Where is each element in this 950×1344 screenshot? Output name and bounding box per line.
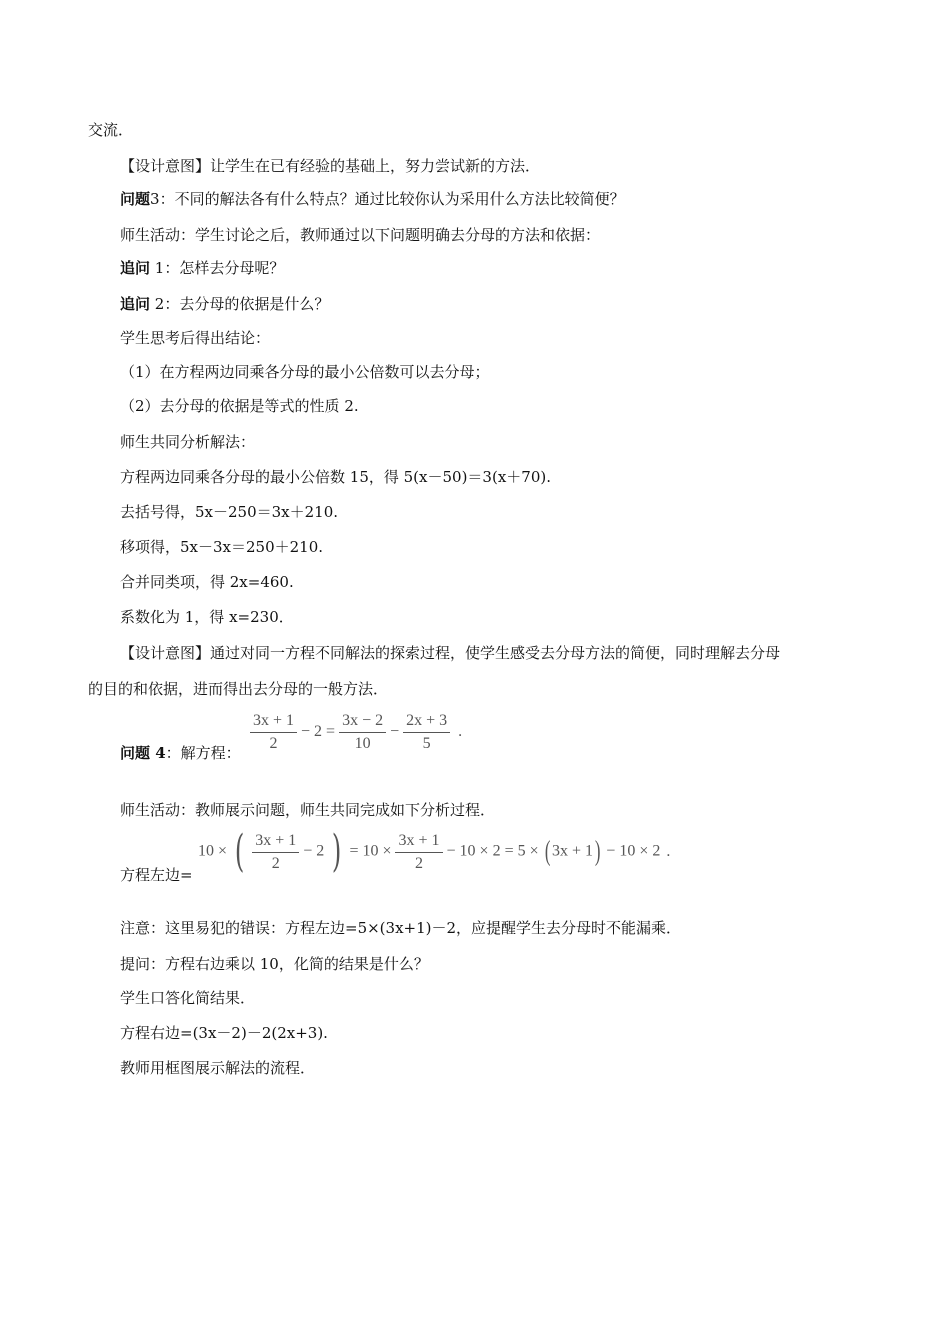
follow-up-text: 1：怎样去分母呢？ bbox=[150, 259, 285, 277]
text-line: 教师用框图展示解法的流程． bbox=[120, 1059, 316, 1077]
operator: − 10 × 2 bbox=[606, 842, 661, 860]
text-line: （2）去分母的依据是等式的性质 2. bbox=[120, 397, 359, 415]
text-line: 提问：方程右边乘以 10，化简的结果是什么？ bbox=[120, 955, 429, 973]
design-intent: 【设计意图】通过对同一方程不同解法的探索过程，使学生感受去分母方法的简便，同时理解去分母 bbox=[120, 644, 781, 662]
fraction: $\frac{2x + 3}{5}$ bbox=[403, 712, 450, 753]
equation-problem-4 bbox=[250, 712, 462, 753]
follow-up-label: 追问 bbox=[120, 295, 151, 313]
text-line: 师生活动：学生讨论之后，教师通过以下问题明确去分母的方法和依据： bbox=[120, 226, 601, 244]
text-line: 注意：这里易犯的错误：方程左边=5×(3x+1)－2，应提醒学生去分母时不能漏乘． bbox=[120, 919, 682, 937]
text-line: 合并同类项，得 2x=460. bbox=[120, 573, 294, 591]
text-line: 交流． bbox=[88, 121, 134, 139]
operator: = 10 × bbox=[349, 842, 392, 860]
text-line: 师生共同分析解法： bbox=[120, 433, 256, 451]
fraction: $\frac{3x + 1}{2}$ bbox=[252, 832, 299, 873]
follow-up-1 bbox=[120, 258, 284, 278]
operator: 10 × bbox=[198, 842, 228, 860]
design-intent-continued: 的目的和依据，进而得出去分母的一般方法． bbox=[88, 680, 389, 698]
question-label: 问题 4 bbox=[120, 744, 166, 762]
question-text: ：不同的解法各有什么特点？通过比较你认为采用什么方法比较简便？ bbox=[159, 190, 625, 208]
question-number: 3 bbox=[150, 190, 160, 208]
fraction: $\frac{3x - 2}{10}$ bbox=[339, 712, 386, 753]
question-text: ：解方程： bbox=[165, 744, 241, 762]
fraction: $\frac{3x + 1}{2}$ bbox=[395, 832, 442, 873]
question-3 bbox=[120, 189, 625, 209]
operator: − 2 bbox=[303, 842, 325, 860]
right-paren: ) bbox=[332, 826, 342, 877]
text-line: 学生口答化简结果． bbox=[120, 989, 256, 1007]
text-line: 方程两边同乘各分母的最小公倍数 15，得 5(x－50)＝3(x＋70). bbox=[120, 468, 551, 486]
follow-up-label: 追问 bbox=[120, 259, 151, 277]
text-line: 学生思考后得出结论： bbox=[120, 329, 271, 347]
left-paren: ( bbox=[544, 836, 551, 867]
equation-left-side bbox=[198, 826, 671, 877]
operator: − 10 × 2 = 5 × bbox=[446, 842, 539, 860]
operator: − 2 = bbox=[301, 723, 336, 741]
right-paren: ) bbox=[594, 836, 601, 867]
period: . bbox=[666, 842, 671, 860]
inner-expression: 3x + 1 bbox=[551, 842, 593, 860]
text-line: 移项得，5x－3x＝250＋210. bbox=[120, 538, 324, 556]
text-line: （1）在方程两边同乘各分母的最小公倍数可以去分母； bbox=[120, 363, 490, 381]
text-line: 去括号得，5x－250＝3x＋210. bbox=[120, 503, 339, 521]
follow-up-text: 2：去分母的依据是什么？ bbox=[150, 295, 330, 313]
left-paren: ( bbox=[234, 826, 245, 877]
question-4 bbox=[120, 743, 241, 763]
text-line: 方程右边=(3x－2)－2(2x+3). bbox=[120, 1024, 328, 1042]
question-label: 问题 bbox=[120, 190, 151, 208]
text-line: 系数化为 1，得 x=230． bbox=[120, 608, 294, 626]
text-line: 师生活动：教师展示问题，师生共同完成如下分析过程． bbox=[120, 801, 496, 819]
equation-left-label: 方程左边= bbox=[120, 866, 193, 884]
design-intent: 【设计意图】让学生在已有经验的基础上，努力尝试新的方法． bbox=[120, 157, 541, 175]
period: . bbox=[458, 723, 463, 741]
fraction: $\frac{3x + 1}{2}$ bbox=[250, 712, 297, 753]
follow-up-2 bbox=[120, 294, 329, 314]
operator: − bbox=[390, 723, 400, 741]
